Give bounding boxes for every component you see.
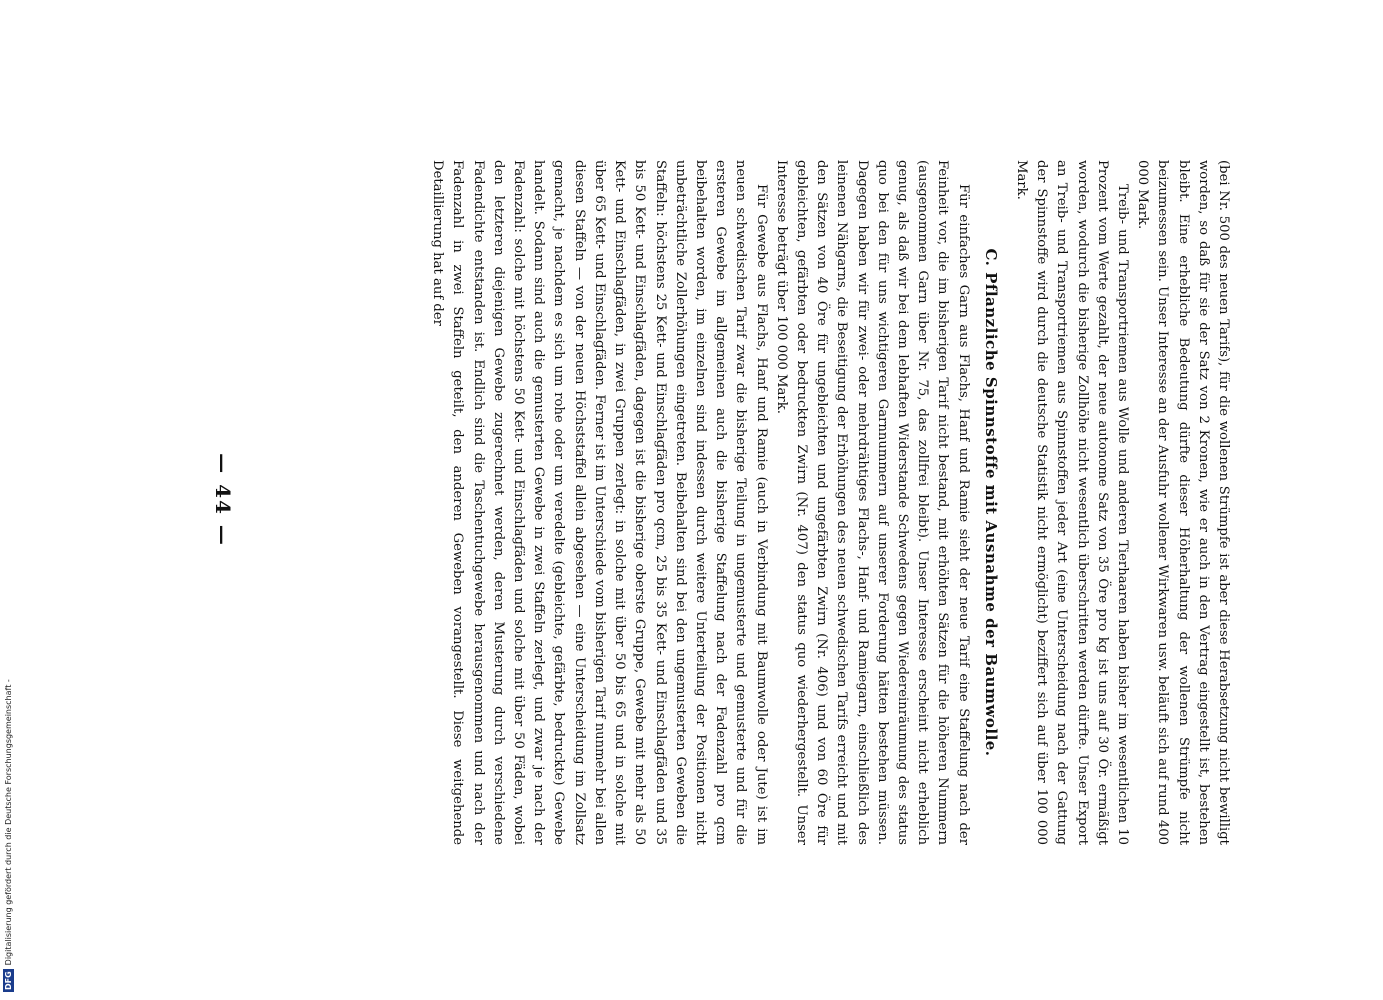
section-heading: C. Pflanzliche Spinnstoffe mit Ausnahme der Baumwolle. (981, 248, 1000, 757)
digitization-notice-text: Digitalisierung gefördert durch die Deutsche Forschungsgemeinschaft - (3, 679, 13, 966)
body-text (427, 160, 1233, 845)
dfg-logo: DFG (3, 971, 13, 990)
section-paragraph-2: Für Gewebe aus Flachs, Hanf und Ramie (auch in Verbindung mit Baumwolle oder Jute) ist im neuen schwedischen Tarif zwar die bisherige Teilung in ungemusterte und gemusterte und für die ersteren Gewebe im allgemeinen auch die bisherige Staffelung nach der Fadenzahl pro qcm beibehalten worden, im einzelnen sind indessen durch weitere Unterteilung der Positionen nicht unbeträchtliche Zollerhöhungen eingetreten. Beibehalten sind bei den ungemusterten Geweben die Staffeln: höchstens 25 Kett- und Einschlagfäden pro qcm, 25 bis 35 Kett- und Einschlagfäden und 35 bis 50 Kett- und Einschlagfäden, dagegen ist die bisherige oberste Gruppe, Gewebe mit mehr als 50 Kett- und Einschlagfäden, in zwei Gruppen zerlegt: in solche mit über 50 bis 65 und in solche mit über 65 Kett- und Einschlagfäden. Ferner ist im Unterschiede vom bisherigen Tarif nunmehr bei allen diesen Staffeln — von der neuen Höchststaffel allein abgesehen — eine Unterscheidung im Zollsatz gemacht, je nachdem es sich um rohe oder um veredelte (gebleichte, gefärbte, bedruckte) Gewebe handelt. Sodann sind auch die gemusterten Gewebe in zwei Staffeln zerlegt, und zwar je nach der Fadenzahl: solche mit höchstens 50 Kett- und Einschlagfäden und solche mit über 50 Fäden, wobei den letzteren diejenigen Gewebe zugerechnet werden, deren Musterung durch verschiedene Fadendichte entstanden ist. Endlich sind die Taschentuchgewebe herausgenommen und nach der Fadenzahl in zwei Staffeln geteilt, den anderen Geweben vorangestellt. Diese weitgehende Detaillierung hat auf der (430, 160, 769, 845)
page-number: — 44 — (211, 453, 235, 547)
paragraph-2: Treib- und Transportriemen aus Wolle und anderen Tierhaaren haben bisher im wesentlichen 10 Prozent vom Werte gezahlt, der neue autonome Satz von 35 Öre pro kg ist uns auf 30 Ör. ermäßigt worden, wodurch die bisherige Zollhöhe nicht wesentlich überschritten werden dürfte. Unser Export an Treib- und Transportriemen aus Spinnstoffen jeder Art (eine Unterscheidung nach der Gattung der Spinnstoffe wird durch die deutsche Statistik nicht ermöglicht) beziffert sich auf über 100 000 Mark. (1013, 160, 1130, 845)
section-paragraph-1: Für einfaches Garn aus Flachs, Hanf und Ramie sieht der neue Tarif eine Staffelung nach der Feinheit vor, die im bisherigen Tarif nicht bestand, mit erhöhten Sätzen für die höheren Nummern (ausgenommen Garn über Nr. 75, das zollfrei bleibt). Unser Interesse erscheint nicht erheblich genug, als daß wir bei dem lebhaften Widerstande Schwedens gegen Wiedereinräumung des status quo bei den für uns wichtigeren Garnnummern auf unserer Forderung hätten bestehen müssen. Dagegen haben wir für zwei- oder mehrdrähtiges Flachs-, Hanf- und Ramiegarn, einschließlich des leinenen Nähgarns, die Beseitigung der Erhöhungen des neuen schwedischen Tarifs erreicht und mit den Sätzen von 40 Öre für ungebleichten und ungefärbten Zwirn (Nr. 406) und von 60 Öre für gebleichten, gefärbten oder bedruckten Zwirn (Nr. 407) den status quo wiederhergestellt. Unser Interesse beträgt über 100 000 Mark. (773, 160, 971, 845)
digitization-notice-strip (0, 0, 16, 1000)
paragraph-1: (bei Nr. 500 des neuen Tarifs), für die wollenen Strümpfe ist aber diese Herabsetzung nicht bewilligt worden, so daß für sie der Satz von 2 Kronen, wie er auch in den Vertrag eingestellt ist, bestehen bleibt. Eine erhebliche Bedeutung dürfte dieser Höherhaltung der wollenen Strümpfe nicht beizumessen sein. Unser Interesse an der Ausfuhr wollener Wirkwaren usw. beläuft sich auf rund 400 000 Mark. (1135, 160, 1231, 845)
